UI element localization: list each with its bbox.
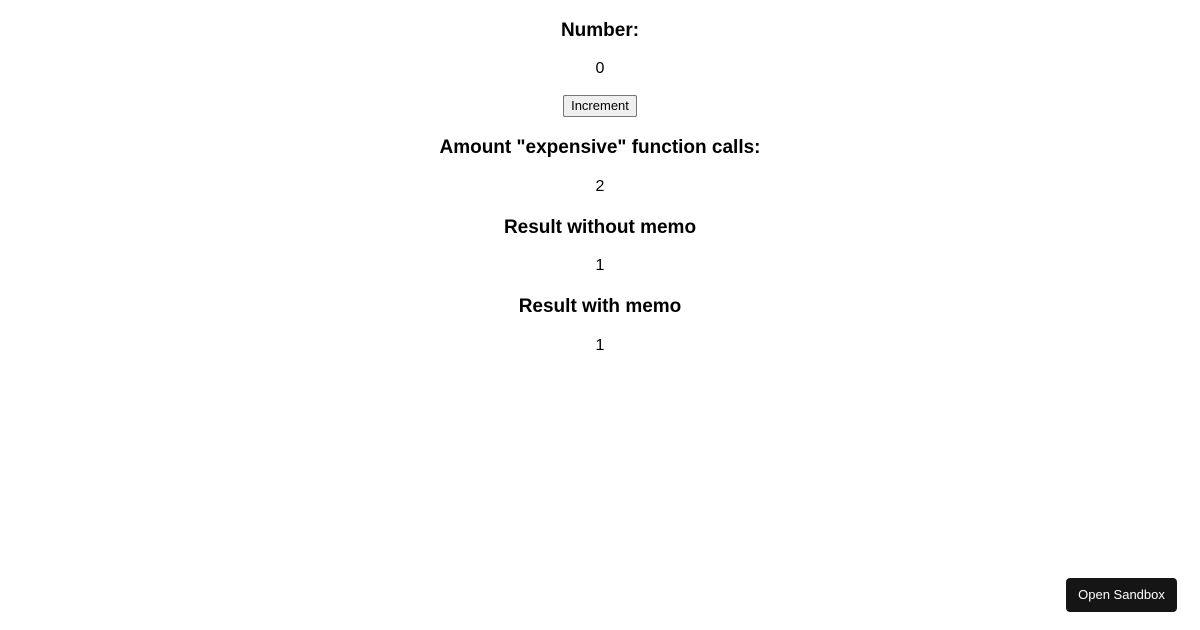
with-memo-heading: Result with memo <box>518 296 682 317</box>
calls-value: 2 <box>595 178 605 195</box>
number-value: 0 <box>595 60 605 77</box>
increment-button[interactable]: Increment <box>563 95 637 117</box>
calls-heading: Amount "expensive" function calls: <box>439 137 761 158</box>
increment-wrap <box>0 95 1200 117</box>
open-sandbox-button[interactable]: Open Sandbox <box>1066 578 1177 612</box>
without-memo-heading: Result without memo <box>503 217 697 238</box>
with-memo-value: 1 <box>595 337 605 354</box>
number-heading: Number: <box>560 20 640 41</box>
without-memo-value: 1 <box>595 257 605 274</box>
